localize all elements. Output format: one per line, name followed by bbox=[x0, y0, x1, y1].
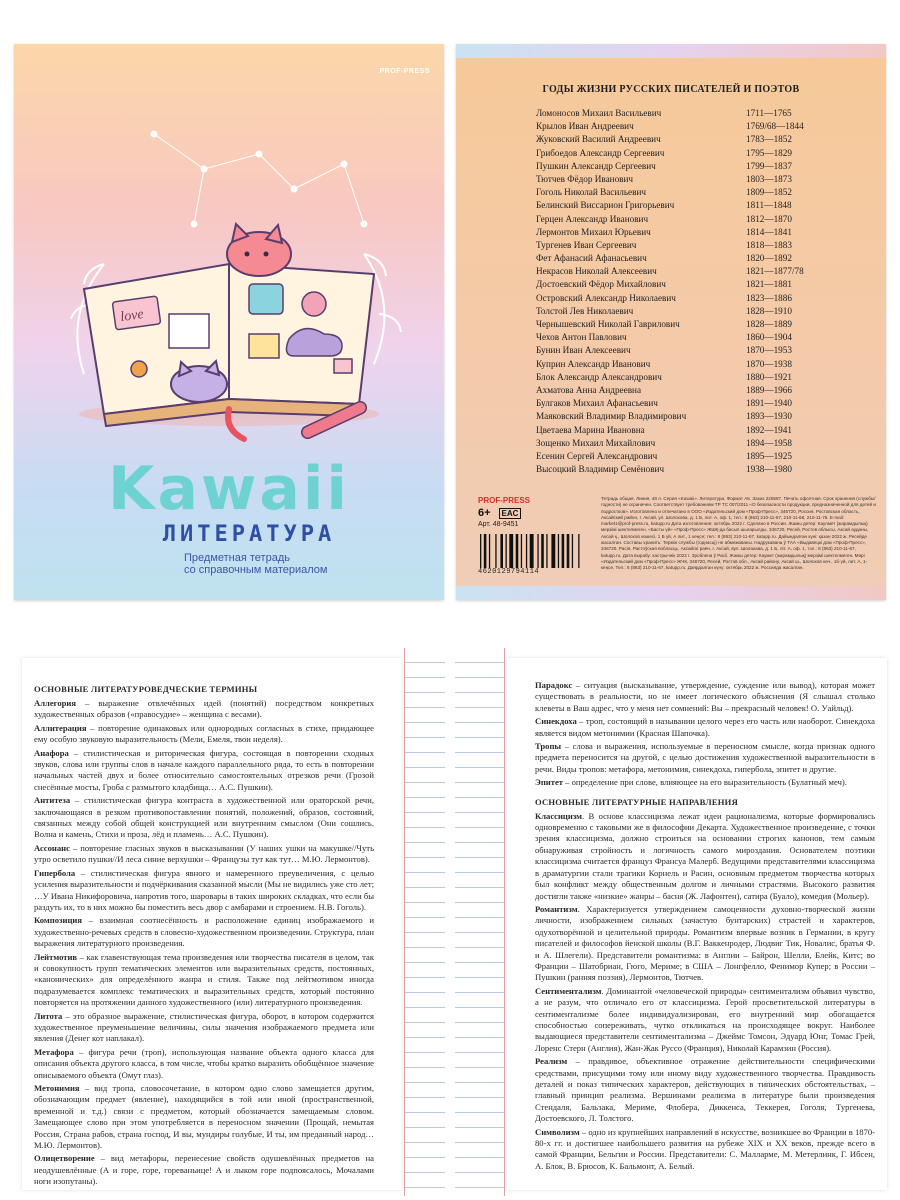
definition-paragraph bbox=[535, 1056, 875, 1124]
writer-name: Толстой Лев Николаевич bbox=[536, 305, 634, 316]
writer-years: 1803—1873 bbox=[746, 173, 792, 184]
barcode-bar bbox=[489, 534, 490, 568]
term-definition: – стилистическая фигура контраста в художественной или ораторской речи, заключающаяся в резком противопоставлении понятий, положений, образов, состояний, связанных между собой общей конструкцией или внутренним смыслом (Они сошлись. Волна и камень, Стихи и проза, лёд и пламень… А.С. Пушкин). bbox=[34, 795, 374, 840]
writer-years: 1860—1904 bbox=[746, 332, 792, 343]
left-inner-page bbox=[0, 648, 445, 1196]
subtitle-line-2: со справочным материалом bbox=[184, 564, 328, 576]
term-definition: – взаимная соотнесённость и расположение единиц изображаемого и художественно-речевых средств в словесно-художественном произведении. Структура, план выражения литературного произведения. bbox=[34, 915, 374, 949]
term-definition: – определение при слове, влияющее на его выразительность (Булатный меч). bbox=[563, 777, 847, 788]
writer-row bbox=[536, 306, 826, 319]
barcode-bar bbox=[567, 534, 570, 568]
writer-row bbox=[536, 227, 826, 240]
barcode-bar bbox=[546, 534, 547, 568]
barcode-bar bbox=[500, 534, 503, 568]
term-word: Тропы bbox=[535, 741, 562, 752]
writer-years: 1783—1852 bbox=[746, 134, 792, 145]
writer-years: 1818—1883 bbox=[746, 239, 792, 250]
constellation bbox=[151, 131, 367, 227]
writer-row bbox=[536, 411, 826, 424]
term-definition: – троп, состоящий в назывании целого через его часть или наоборот. Синекдоха является видом метонимии (Красная Шапочка). bbox=[535, 716, 875, 738]
barcode-bar bbox=[506, 534, 507, 568]
definition-paragraph bbox=[34, 843, 374, 866]
eac-mark: EAC bbox=[499, 508, 522, 519]
ruled-lines bbox=[455, 648, 505, 1196]
directions-list bbox=[535, 811, 875, 1173]
writer-name: Белинский Виссарион Григорьевич bbox=[536, 200, 675, 211]
ruled-lines bbox=[404, 648, 445, 1196]
writer-row bbox=[536, 319, 826, 332]
writer-row bbox=[536, 148, 826, 161]
writer-name: Бунин Иван Алексеевич bbox=[536, 345, 631, 356]
writer-name: Булгаков Михаил Афанасьевич bbox=[536, 398, 658, 409]
barcode-bar bbox=[562, 534, 565, 568]
definition-paragraph bbox=[535, 680, 875, 714]
writer-row bbox=[536, 240, 826, 253]
term-word: Метонимия bbox=[34, 1083, 80, 1093]
writer-years: 1811—1848 bbox=[746, 200, 792, 211]
terms-heading: ОСНОВНЫЕ ЛИТЕРАТУРОВЕДЧЕСКИЕ ТЕРМИНЫ bbox=[34, 684, 258, 694]
term-definition: – повторение одинаковых или однородных согласных в стихе, придающее ему особую звуковую выразительность (Мели, Емеля, твои неделя). bbox=[34, 722, 374, 745]
imprint-text: Тетрадь общая. Линия, 48 л. Серия «Kawaii». Литература. Формат А5. Заказ 225587. Печать офсетная. Срок хранения (службы/годности) не ограничен. Соответствует требованиям ТР ТС 007/2011 «О безопасности продукции, предназначенной для детей и подростков». Изготовлено и отпечатано в ООО «Издательский дом «Проф-Пресс», 346720, Россия, Ростовская область, Аксайский район, г. Аксай, ул. Шолохова, д. 1 Б, лит. А, оф. 1, тел.: 8 (863) 210-11-67, 210-11-68, 210-11-76. E-mail: market1@prof-press.ru, katupp.ru Дата изготовления: октябрь 2022 г. Сделано в России. Жамы детер: Каулмет (жарамдылық) мерзімі шектелмеген. «Басты үй» «Проф-Пресс» ЖШҚ-да басып шығарылды, 346720, Ресей, Ростов облысы, Аксай ауданы, Аксай қ., Шолохов көшесі, 1 Б үй, А лит., 1 кеңсе; тел.: 8 (863) 210-11-67, katupp.ru. Дайындалған күні: қазан 2022 ж. Ресейде жасалған. Составы хранить: Термін службы (годнасці) не абмежаваны. Надрукавана ў ТАА «Выдавецкі дом «Проф-Пресс», 346720, Расія, Растоўская вобласць, Аксайскі раён, г. Аксай, вул. Шолахава, д. 1 Б, літ. А, оф. 1, тэл.: 8 (863) 210-11-67, katupp.ru. Дата вырабу: кастрычнік 2022 г. Зроблена ў Расіі. Жамы детер: Каумет (жарамдылық) мерзімі шектелмеген. Мөрі «Издательский дом «Проф-Пресс» ЖЧК, 346720, Ресей, Ростов обл., Аксай району, Аксай ш., Шолохов көч., 1б-үй, лит. А, 1-кеңсе, Тел.: 8 (863) 210-11-67, katupp.ru. Даярдалган күнү: октябрь 2022 ж. Россияда жасалган. bbox=[601, 496, 876, 571]
writer-name: Грибоедов Александр Сергеевич bbox=[536, 147, 665, 158]
writer-years: 1809—1852 bbox=[746, 187, 792, 198]
term-definition: . В основе классицизма лежат идеи рационализма, которые формировались одновременно с таковыми же в философии Декарта. Художественное произведение, с точки зрения классицизма, должно строиться на основании строгих канонов, тем самым обнаруживая стройность и логичность самого мироздания. Основателем поэтики классицизма считается француз Франсуа Малерб. Ведущими представителями классицизма в драматургии стали трагики Корнель и Расин, основным предметом творчества которых был конфликт между общественным долгом и личными страстями. Высокого развития достигли также «низкие» жанры – басня (Ж. Лафонтен), сатира (Буало), комедия (Мольер). bbox=[535, 810, 875, 901]
writer-row bbox=[536, 187, 826, 200]
back-cover bbox=[456, 44, 886, 600]
writer-row bbox=[536, 464, 826, 477]
bottom-strip bbox=[456, 586, 886, 600]
term-word: Ассонанс bbox=[34, 842, 70, 853]
writer-years: 1799—1837 bbox=[746, 160, 792, 171]
writer-name: Достоевский Фёдор Михайлович bbox=[536, 279, 666, 290]
definition-paragraph bbox=[34, 952, 374, 1009]
writer-name: Зощенко Михаил Михайлович bbox=[536, 437, 656, 448]
book-cat-illustration bbox=[44, 114, 414, 444]
term-word: Романтизм bbox=[535, 903, 578, 914]
barcode-bar bbox=[521, 534, 522, 568]
term-definition: – выражение отвлечённых идей (понятий) посредством конкретных художественных образов («правосудие» – женщина с весами). bbox=[34, 698, 374, 720]
term-definition: – вид тропа, словосочетание, в котором одно слово замещается другим, обозначающим предмет (явление), находящийся в той или иной (пространственной, временной и т.д.) связи с предметом, который обозначается замещаемым словом. Замещающее слово при этом употребляется в переносном значении (Прощай, немытая Россия, Страна рабов, страна господ, И вы, мундиры голубые, И ты, им преданный народ… М.Ю. Лермонтов). bbox=[34, 1083, 374, 1151]
age-rating: 6+ bbox=[478, 507, 491, 519]
writer-row bbox=[536, 293, 826, 306]
definition-paragraph bbox=[34, 1153, 374, 1187]
term-definition: – ситуация (высказывание, утверждение, суждение или вывод), которая может существовать в реальности, но не имеет логического объяснения (Я слышал столько клеветы в Ваш адрес, что у меня нет сомнений: Вы – прекрасный человек! О. Уайльд). bbox=[535, 680, 875, 713]
barcode-bar bbox=[484, 534, 487, 568]
brand-label: PROF-PRESS bbox=[379, 68, 430, 75]
writer-years: 1769/68—1844 bbox=[746, 121, 804, 132]
term-word: Композиция bbox=[34, 915, 82, 926]
term-word: Олицетворение bbox=[34, 1153, 95, 1164]
definition-paragraph bbox=[535, 986, 875, 1054]
term-definition: – одно из крупнейших направлений в искусстве, возникшее во Франции в 1870-80-х гг. и достигшее наибольшего развития на рубеже XIX и XX веков, прежде всего в самой Франции, Бельгии и России. Представители: С. Малларме, М. Метерлинк, Г. Ибсен, А. Блок, В. Брюсов, К. Бальмонт, А. Белый. bbox=[535, 1126, 875, 1171]
writer-name: Высоцкий Владимир Семёнович bbox=[536, 464, 665, 475]
term-definition: – как главенствующая тема произведения или творчества писателя в целом, так и совокупность групп тематических элементов или выразительных средств, постоянных, «канонических» для определённого жанра и стиля. Также под лейтмотивом иногда подразумевается комплекс тематических и выразительных средств, который постоянно повторяется на протяжении данного художественного (или) литературного произведения. bbox=[34, 951, 374, 1008]
writer-row bbox=[536, 359, 826, 372]
writer-name: Фет Афанасий Афанасьевич bbox=[536, 253, 647, 264]
definition-paragraph bbox=[535, 811, 875, 902]
term-word: Анафора bbox=[34, 747, 69, 758]
pink-cat bbox=[227, 224, 291, 276]
writer-years: 1821—1881 bbox=[746, 279, 792, 290]
writer-row bbox=[536, 451, 826, 464]
writer-years: 1814—1841 bbox=[746, 226, 792, 237]
cover-subtitle bbox=[184, 552, 328, 576]
writer-years: 1889—1966 bbox=[746, 384, 792, 395]
barcode-bar bbox=[530, 534, 534, 568]
term-definition: – стилистическая фигура явного и намеренного преувеличения, с целью усиления выразительности и подчёркивания сказанной мысли (Мы не видились уже сто лет; …У Ивана Никифоровича, напротив того, шаровары в таких широких складках, что если бы раздуть их, то в них можно бы поместить весь двор с амбарами и строением. Н.В. Гоголь). bbox=[34, 867, 374, 912]
writer-name: Некрасов Николай Алексеевич bbox=[536, 266, 657, 277]
term-word: Аллегория bbox=[34, 698, 77, 708]
writer-years: 1880—1921 bbox=[746, 371, 792, 382]
writer-row bbox=[536, 438, 826, 451]
barcode-bar bbox=[537, 534, 538, 568]
term-word: Аллитерация bbox=[34, 722, 87, 733]
writer-years: 1828—1910 bbox=[746, 305, 792, 316]
term-word: Литота bbox=[34, 1010, 63, 1021]
cover-title: Kawaii bbox=[107, 454, 351, 524]
definition-paragraph bbox=[34, 1047, 374, 1081]
writer-name: Островский Александр Николаевич bbox=[536, 292, 676, 303]
barcode-bar bbox=[526, 534, 527, 568]
writer-name: Блок Александр Александрович bbox=[536, 371, 662, 382]
term-definition: – фигура речи (троп), использующая название объекта одного класса для описания объекта другого класса, в том числе, чтобы кратко выразить обобщённое значение описываемого объекта (Омут глаз). bbox=[34, 1046, 374, 1080]
writer-name: Тургенев Иван Сергеевич bbox=[536, 239, 637, 250]
definition-paragraph bbox=[34, 723, 374, 746]
writer-years: 1821—1877/78 bbox=[746, 266, 804, 277]
term-word: Антитеза bbox=[34, 795, 71, 806]
writer-row bbox=[536, 134, 826, 147]
writer-name: Крылов Иван Андреевич bbox=[536, 121, 634, 132]
writers-title: ГОДЫ ЖИЗНИ РУССКИХ ПИСАТЕЛЕЙ И ПОЭТОВ bbox=[542, 84, 800, 95]
term-word: Сентиментализм bbox=[535, 985, 602, 996]
definition-paragraph bbox=[34, 795, 374, 841]
writer-name: Жуковский Василий Андреевич bbox=[536, 134, 661, 145]
directions-heading: ОСНОВНЫЕ ЛИТЕРАТУРНЫЕ НАПРАВЛЕНИЯ bbox=[535, 796, 738, 807]
definition-paragraph bbox=[535, 777, 875, 788]
writer-name: Маяковский Владимир Владимирович bbox=[536, 411, 687, 422]
term-word: Лейтмотив bbox=[34, 951, 78, 962]
writer-row bbox=[536, 214, 826, 227]
term-definition: . Характеризуется утверждением самоценности духовно-творческой жизни личности, изображением сильных (зачастую бунтарских) страстей и характеров, одухотворённой и целительной природы. Романтизм впервые возник в Германии, в кругу писателей и философов йенской школы (В.Г. Ваккенродер, Людвиг Тик, Новалис, братья Ф. и А. Шлегели). Представители романтизма: в Англии – Байрон, Шелли, Блейк, Китс; во Франции – Шатобриан, Гюго, Мериме; в США – Лонгфелло, Фенимор Купер; в России – Пушкин (ранняя поэзия), Лермонтов, Тютчев. bbox=[535, 903, 875, 983]
writer-name: Есенин Сергей Александрович bbox=[536, 450, 658, 461]
barcode-bar bbox=[516, 534, 519, 568]
writer-row bbox=[536, 398, 826, 411]
writers-list bbox=[536, 108, 826, 477]
writer-years: 1870—1953 bbox=[746, 345, 792, 356]
right-terms-list bbox=[535, 680, 875, 789]
barcode-icon bbox=[478, 534, 598, 568]
writer-years: 1892—1941 bbox=[746, 424, 792, 435]
writer-years: 1711—1765 bbox=[746, 108, 792, 118]
writer-name: Куприн Александр Иванович bbox=[536, 358, 651, 369]
term-definition: – правдивое, объективное отражение действительности специфическими средствами, присущими тому или иному виду художественного творчества. Правдивость деталей и показ типических характеров, действующих в типических обстоятельствах, – главный принцип реализма. Вершинами реализма в литературе были произведения Стендаля, Бальзака, Мериме, Флобера, Диккенса, Теккерея, Гоголя, Тургенева, Достоевского, Л. Толстого. bbox=[535, 1056, 875, 1124]
definition-paragraph bbox=[535, 1127, 875, 1173]
writer-name: Ахматова Анна Андреевна bbox=[536, 384, 642, 395]
definition-paragraph bbox=[535, 904, 875, 984]
definition-paragraph bbox=[34, 748, 374, 794]
writer-row bbox=[536, 200, 826, 213]
term-definition: – это образное выражение, стилистическая фигура, оборот, в котором содержится художественное преуменьшение величины, силы значения изображаемого предмета или явления (Денег кот наплакал). bbox=[34, 1010, 374, 1044]
term-definition: – вид метафоры, перенесение свойств одушевлённых предметов на неодушевлённые (А и горе, горе, гореваньице! А и лыком горе подпоясалось, Мочалами ноги изопутаны). bbox=[34, 1153, 374, 1187]
writer-name: Чехов Антон Павлович bbox=[536, 332, 627, 343]
term-word: Гипербола bbox=[34, 867, 76, 878]
definition-paragraph bbox=[34, 1083, 374, 1151]
term-word: Парадокс bbox=[535, 680, 573, 690]
front-cover bbox=[14, 44, 444, 600]
writer-years: 1893—1930 bbox=[746, 411, 792, 422]
writer-years: 1870—1938 bbox=[746, 358, 792, 369]
barcode-bar bbox=[509, 534, 513, 568]
writer-row bbox=[536, 108, 826, 121]
writer-row bbox=[536, 385, 826, 398]
barcode-bar bbox=[541, 534, 544, 568]
term-definition: – повторение гласных звуков в высказывании (У наших ушки на макушке//Чуть утро осветило пушки//И леса синие верхушки – Французы тут как тут… М.Ю. Лермонтов). bbox=[34, 842, 374, 865]
definition-paragraph bbox=[34, 698, 374, 721]
writer-row bbox=[536, 332, 826, 345]
term-word: Синекдоха bbox=[535, 716, 577, 727]
writer-years: 1895—1925 bbox=[746, 450, 792, 461]
writer-years: 1823—1886 bbox=[746, 292, 792, 303]
barcode-bar bbox=[480, 534, 481, 568]
writer-name: Герцен Александр Иванович bbox=[536, 213, 649, 224]
definition-paragraph bbox=[34, 868, 374, 914]
definition-paragraph bbox=[34, 1011, 374, 1045]
top-strip bbox=[456, 44, 886, 58]
terms-text bbox=[34, 684, 374, 1190]
term-word: Классицизм bbox=[535, 810, 583, 821]
writer-years: 1891—1940 bbox=[746, 398, 792, 409]
writer-row bbox=[536, 266, 826, 279]
right-inner-page bbox=[455, 648, 900, 1196]
barcode-bar bbox=[558, 534, 559, 568]
barcode-bar bbox=[572, 534, 573, 568]
writer-name: Цветаева Марина Ивановна bbox=[536, 424, 645, 435]
writer-row bbox=[536, 174, 826, 187]
term-definition: . Доминантой «человеческой природы» сентиментализм объявил чувство, а не разум, что отличало его от классицизма. Герой просветительской литературы в сентиментализме более индивидуализирован, его внутренний мир обогащается способностью сопереживать, чутко откликаться на происходящее вокруг. Наиболее выдающиеся представители сентиментализма – Джеймс Томсон, Эдуард Юнг, Томас Грей, Лоренс Стерн (Англия), Жан-Жак Руссо (Франция), Николай Карамзин (Россия). bbox=[535, 985, 875, 1053]
writer-name: Лермонтов Михаил Юрьевич bbox=[536, 226, 651, 237]
term-word: Реализм bbox=[535, 1056, 568, 1067]
article-number: Арт. 48-9451 bbox=[478, 521, 519, 528]
writer-years: 1938—1980 bbox=[746, 464, 792, 475]
writer-row bbox=[536, 253, 826, 266]
writer-row bbox=[536, 372, 826, 385]
writer-row bbox=[536, 121, 826, 134]
writer-name: Чернышевский Николай Гаврилович bbox=[536, 319, 680, 329]
imprint-small bbox=[601, 496, 876, 572]
writer-name: Пушкин Александр Сергеевич bbox=[536, 160, 656, 171]
writer-row bbox=[536, 345, 826, 358]
barcode-bar bbox=[578, 534, 579, 568]
barcode-bar bbox=[495, 534, 496, 568]
writer-years: 1820—1892 bbox=[746, 253, 792, 264]
term-word: Метафора bbox=[34, 1046, 74, 1057]
writer-years: 1894—1958 bbox=[746, 437, 792, 448]
writer-years: 1828—1889 bbox=[746, 319, 792, 329]
term-word: Эпитет bbox=[535, 777, 563, 788]
writer-years: 1795—1829 bbox=[746, 147, 792, 158]
definition-paragraph bbox=[535, 716, 875, 739]
writer-name: Ломоносов Михаил Васильевич bbox=[536, 108, 662, 118]
writer-name: Тютчев Фёдор Иванович bbox=[536, 173, 634, 184]
term-word: Символизм bbox=[535, 1126, 580, 1137]
cover-subject: ЛИТЕРАТУРА bbox=[162, 522, 336, 547]
definition-paragraph bbox=[34, 915, 374, 949]
definition-paragraph bbox=[535, 741, 875, 775]
barcode-number: 4620129794114 bbox=[478, 568, 540, 576]
writer-row bbox=[536, 161, 826, 174]
writer-name: Гоголь Николай Васильевич bbox=[536, 187, 647, 198]
love-sticker-text: love bbox=[119, 307, 145, 326]
brand-logo: PROF-PRESS bbox=[478, 496, 531, 505]
writer-years: 1812—1870 bbox=[746, 213, 792, 224]
subtitle-line-1: Предметная тетрадь bbox=[184, 552, 290, 564]
writer-row bbox=[536, 279, 826, 292]
term-definition: – стилистическая и риторическая фигура, состоящая в повторении сходных звуков, слова или группы слов в начале каждого параллельного ряда, то есть в повторении начальных частей двух и более относительно самостоятельных отрезков речи (Грозой снесённые мосты, Гроба с размытого кладбища… А.С. Пушкин). bbox=[34, 747, 374, 792]
term-definition: – слова и выражения, используемые в переносном смысле, когда признак одного предмета переносится на другой, с целью достижения художественной выразительности в речи. Виды тропов: метафора, метонимия, синекдоха, гипербола, эпитет и другие. bbox=[535, 741, 875, 774]
directions-text bbox=[535, 680, 875, 1174]
barcode-bar bbox=[551, 534, 555, 568]
writer-row bbox=[536, 425, 826, 438]
